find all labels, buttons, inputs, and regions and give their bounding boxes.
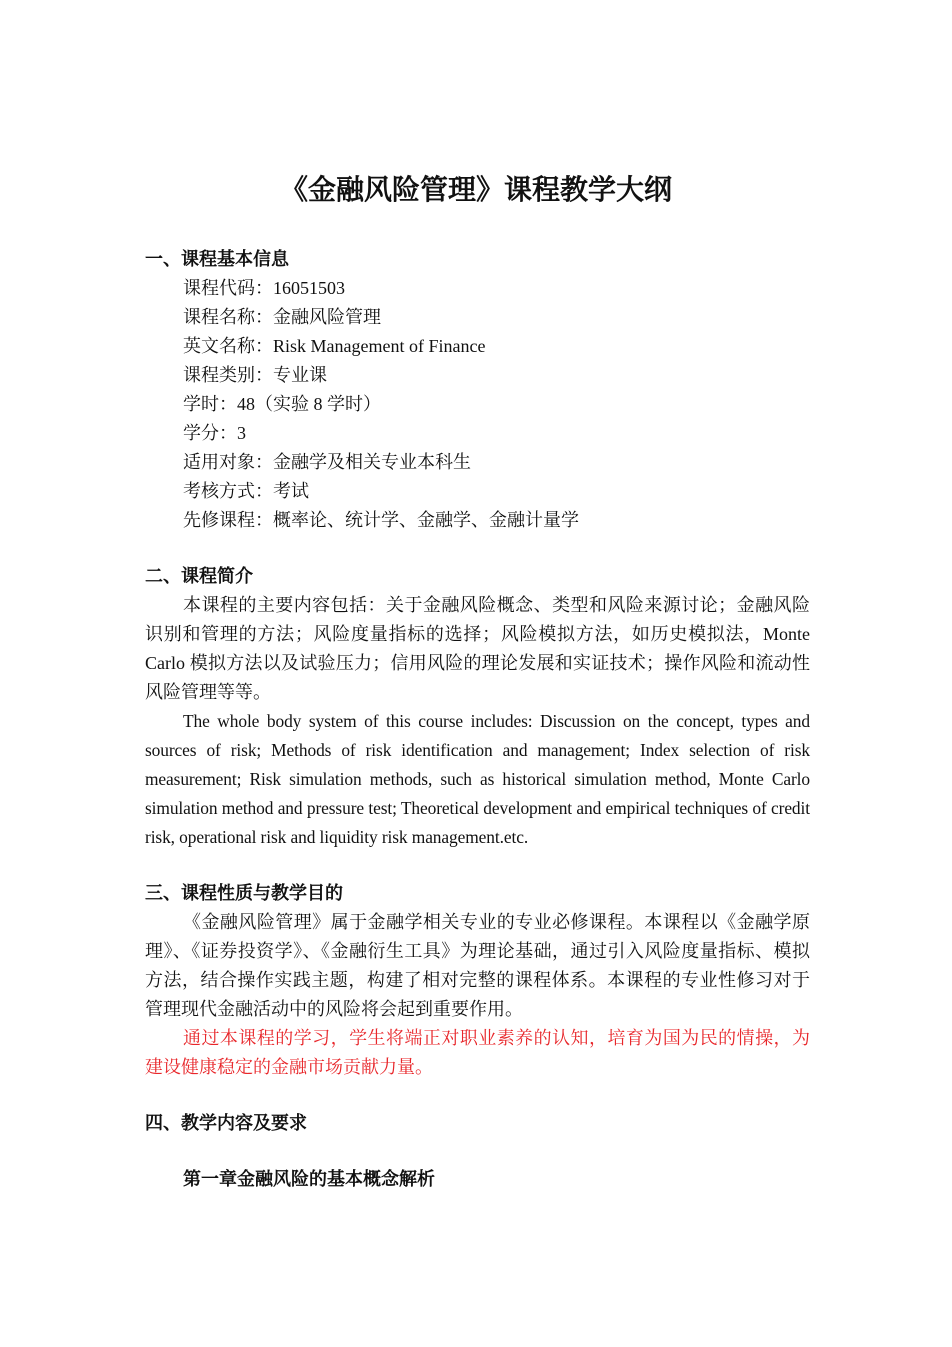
course-prerequisites: 先修课程：概率论、统计学、金融学、金融计量学 — [183, 510, 579, 530]
course-category: 课程类别：专业课 — [183, 365, 327, 385]
intro-paragraph-english: The whole body system of this course includes: Discussion on the concept, types and sources of risk; Methods of risk identification and management; Index selection of risk measurement; Risk simulation methods, such as historical simulation method, Monte Carlo simulation method and pressure test; Theoretical development and empirical techniques of credit risk, operational risk and liquidity risk management.etc. — [145, 711, 810, 847]
section-heading-basic-info: 一、课程基本信息 — [145, 249, 289, 270]
ideological-goal-paragraph: 通过本课程的学习，学生将端正对职业素养的认知，培育为国为民的情操，为建设健康稳定的金融市场贡献力量。 — [145, 1028, 810, 1077]
course-info-list — [183, 274, 579, 535]
course-audience: 适用对象：金融学及相关专业本科生 — [183, 452, 471, 472]
document-title: 《金融风险管理》课程教学大纲 — [279, 173, 672, 206]
course-code: 课程代码：16051503 — [183, 278, 345, 298]
course-name: 课程名称：金融风险管理 — [183, 307, 381, 327]
section-heading-nature-purpose: 三、课程性质与教学目的 — [145, 883, 343, 904]
course-hours: 学时：48（实验 8 学时） — [183, 394, 381, 414]
section-heading-content-requirements: 四、教学内容及要求 — [145, 1113, 307, 1134]
section-heading-intro: 二、课程简介 — [145, 566, 253, 587]
intro-paragraph-chinese: 本课程的主要内容包括：关于金融风险概念、类型和风险来源讨论；金融风险识别和管理的方法；风险度量指标的选择；风险模拟方法，如历史模拟法，Monte Carlo 模拟方法以及试验压力；信用风险的理论发展和实证技术；操作风险和流动性风险管理等等。 — [145, 595, 810, 702]
course-credits: 学分：3 — [183, 423, 246, 443]
chapter-1-heading: 第一章金融风险的基本概念解析 — [183, 1169, 435, 1190]
course-english-name: 英文名称：Risk Management of Finance — [183, 336, 486, 356]
course-assessment: 考核方式：考试 — [183, 481, 309, 501]
nature-purpose-paragraph: 《金融风险管理》属于金融学相关专业的专业必修课程。本课程以《金融学原理》、《证券投资学》、《金融衍生工具》为理论基础，通过引入风险度量指标、模拟方法，结合操作实践主题，构建了相对完整的课程体系。本课程的专业性修习对于管理现代金融活动中的风险将会起到重要作用。 — [145, 912, 810, 1019]
